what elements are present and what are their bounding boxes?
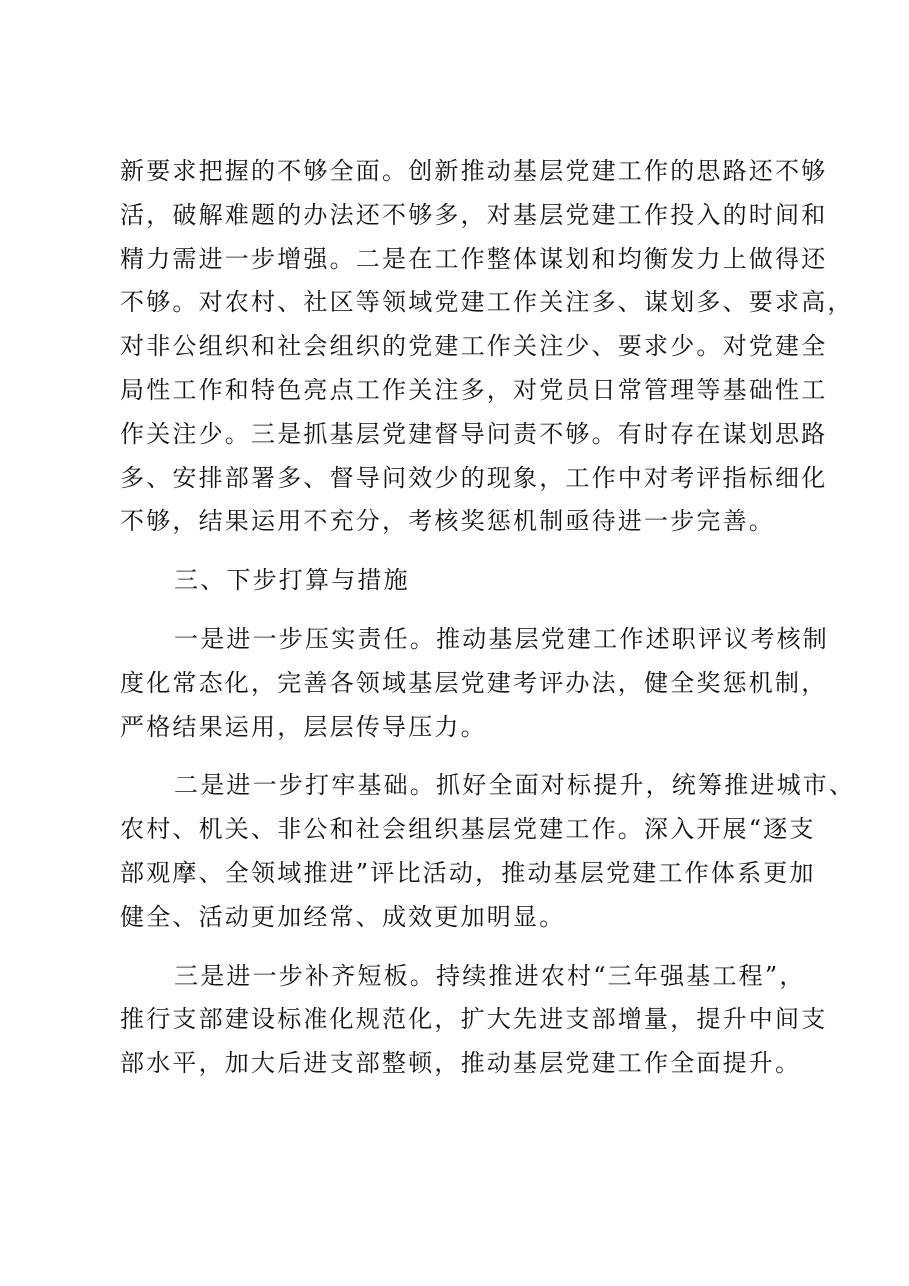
text-line: 农村、机关、非公和社会组织基层党建工作。深入开展“逐支	[120, 815, 816, 844]
text-line: 部观摩、全领域推进”评比活动，推动基层党建工作体系更加	[120, 858, 816, 887]
section-heading: 三、下步打算与措施	[174, 566, 410, 595]
text-line: 度化常态化，完善各领域基层党建考评办法，健全奖惩机制，	[120, 668, 828, 697]
paragraph-spacer	[120, 603, 820, 618]
text-line: 健全、活动更加经常、成效更加明显。	[120, 902, 566, 931]
text-line: 活，破解难题的办法还不够多，对基层党建工作投入的时间和	[120, 200, 828, 229]
paragraph-spacer	[120, 940, 820, 955]
text-line: 部水平，加大后进支部整顿，推动基层党建工作全面提升。	[120, 1049, 802, 1078]
document-body	[120, 150, 856, 1086]
text-line: 不够，结果运用不充分，考核奖惩机制亟待进一步完善。	[120, 507, 775, 536]
text-line: 多、安排部署多、督导问效少的现象，工作中对考评指标细化	[120, 463, 828, 492]
paragraph-spacer	[120, 749, 820, 764]
text-line: 新要求把握的不够全面。创新推动基层党建工作的思路还不够	[120, 157, 828, 185]
text-line: 一是进一步压实责任。推动基层党建工作述职评议考核制	[174, 624, 829, 653]
text-line: 严格结果运用，层层传导压力。	[120, 712, 487, 741]
paragraph-spacer	[120, 544, 820, 559]
text-line: 对非公组织和社会组织的党建工作关注少、要求少。对党建全	[120, 332, 828, 361]
paragraph-responsibility	[120, 618, 829, 749]
text-line: 二是进一步打牢基础。抓好全面对标提升，统筹推进城市、	[174, 771, 856, 800]
text-line: 三是进一步补齐短板。持续推进农村“三年强基工程”，	[174, 961, 806, 990]
text-line: 作关注少。三是抓基层党建督导问责不够。有时存在谋划思路	[120, 419, 828, 448]
text-line: 精力需进一步增强。二是在工作整体谋划和均衡发力上做得还	[120, 244, 828, 273]
paragraph-problems	[120, 150, 854, 544]
text-line: 局性工作和特色亮点工作关注多，对党员日常管理等基础性工	[120, 375, 828, 404]
paragraph-foundation	[120, 764, 856, 939]
text-line: 不够。对农村、社区等领域党建工作关注多、谋划多、要求高，	[120, 288, 854, 317]
text-line: 推行支部建设标准化规范化，扩大先进支部增量，提升中间支	[120, 1005, 828, 1034]
paragraph-weaknesses	[120, 955, 828, 1086]
